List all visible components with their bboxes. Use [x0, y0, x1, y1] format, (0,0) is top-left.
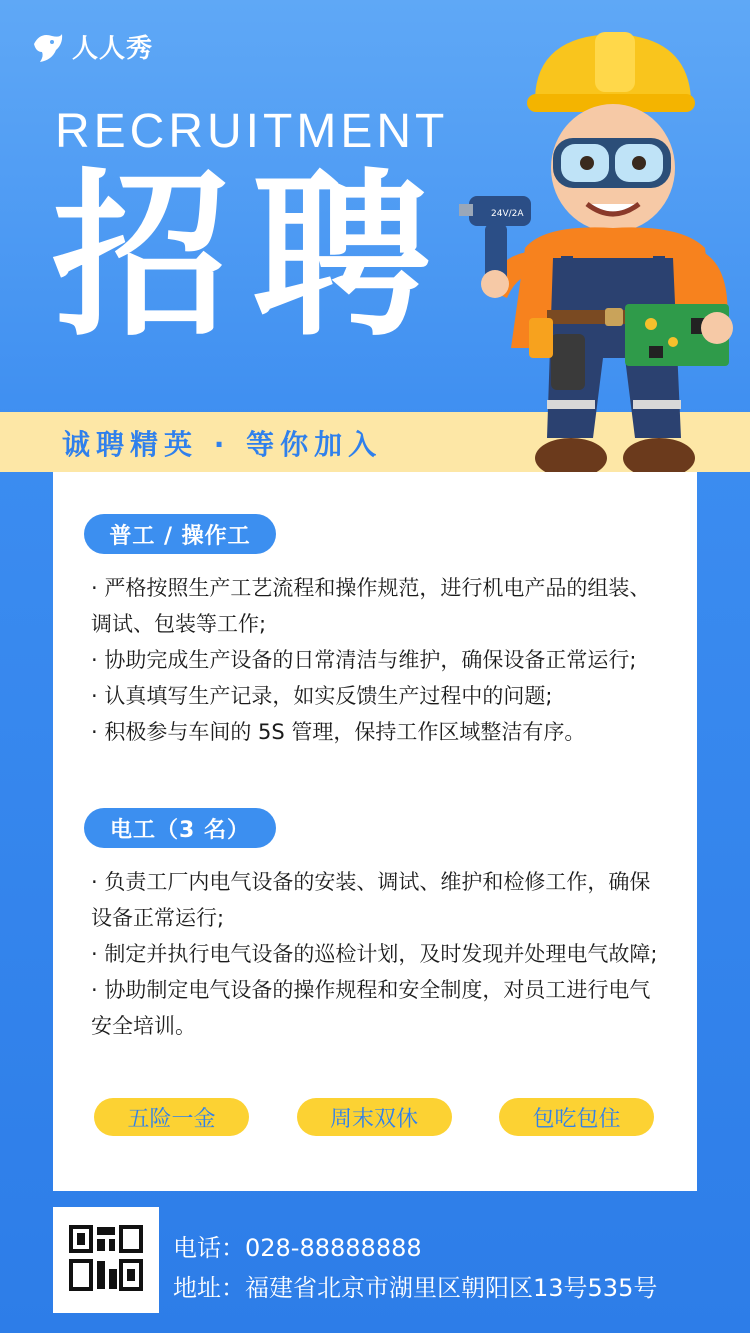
duty-item: · 制定并执行电气设备的巡检计划，及时发现并处理电气故障; — [91, 942, 658, 966]
benefit-tag: 五险一金 — [94, 1098, 249, 1136]
duty-item: · 协助制定电气设备的操作规程和安全制度，对员工进行电气安全培训。 — [91, 978, 651, 1038]
drill-label: 24V/2A — [491, 209, 524, 219]
brand-logo — [30, 28, 153, 65]
brand-name: 人人秀 — [72, 34, 154, 64]
job-card — [53, 472, 697, 1191]
job-title-pill: 电工（3 名） — [84, 808, 276, 848]
benefit-tag: 周末双休 — [297, 1098, 452, 1136]
duty-item: · 积极参与车间的 5S 管理，保持工作区域整洁有序。 — [91, 720, 586, 744]
duty-item: · 认真填写生产记录，如实反馈生产过程中的问题; — [91, 684, 553, 708]
contact-phone[interactable]: 电话：028-88888888 — [173, 1234, 422, 1262]
duty-item: · 负责工厂内电气设备的安装、调试、维护和检修工作，确保设备正常运行; — [91, 870, 651, 930]
job-title-pill: 普工 / 操作工 — [84, 514, 276, 554]
slogan-text: 诚聘精英 · 等你加入 — [62, 428, 383, 461]
duty-item: · 协助完成生产设备的日常清洁与维护，确保设备正常运行; — [91, 648, 637, 672]
contact-address: 地址：福建省北京市湖里区朝阳区13号535号 — [173, 1274, 658, 1302]
benefit-tag: 包吃包住 — [499, 1098, 654, 1136]
worker-illustration — [455, 28, 745, 486]
qr-code[interactable] — [53, 1207, 159, 1313]
bird-icon — [30, 30, 66, 64]
qr-code-icon — [63, 1217, 149, 1303]
title-english: RECRUITMENT — [55, 105, 449, 158]
title-chinese: 招聘 — [52, 153, 452, 360]
job-duties-list — [91, 570, 671, 750]
benefit-tags — [94, 1098, 654, 1136]
duty-item: · 严格按照生产工艺流程和操作规范，进行机电产品的组装、调试、包装等工作; — [91, 576, 651, 636]
job-duties-list — [91, 864, 671, 1044]
